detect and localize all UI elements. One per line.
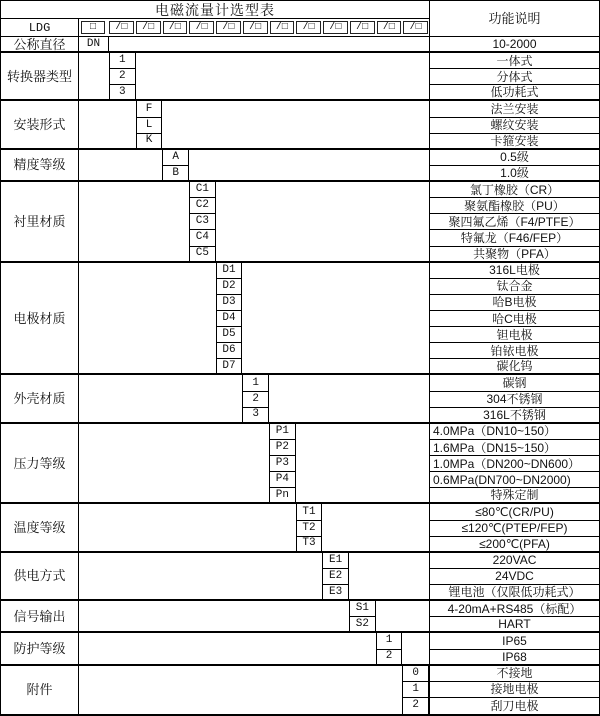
option-desc-cell: 铂铱电极	[429, 343, 599, 359]
category-label: 衬里材质	[1, 182, 79, 263]
option-desc-cell: 碳钢	[429, 375, 599, 391]
option-desc-cell: HART	[429, 617, 599, 633]
option-desc-cell: 碳化钨	[429, 359, 599, 375]
option-code-box: /□	[163, 21, 188, 34]
option-desc-cell: 法兰安装	[429, 101, 599, 117]
option-desc-cell: 卡箍安装	[429, 134, 599, 150]
option-code-box: /□	[377, 21, 402, 34]
option-desc-cell: 分体式	[429, 69, 599, 85]
spacer-cell	[79, 53, 109, 101]
option-code-box: /□	[136, 21, 161, 34]
category-label: 外壳材质	[1, 375, 79, 423]
option-code-cell: T1	[296, 504, 323, 520]
spacer-cell	[79, 263, 216, 376]
option-desc-cell: 刮刀电极	[429, 698, 599, 714]
option-desc-cell: ≤200℃(PFA)	[429, 537, 599, 553]
option-desc-cell: 聚氨酯橡胶（PU）	[429, 198, 599, 214]
option-desc-cell: 220VAC	[429, 553, 599, 569]
option-code-cell: P1	[269, 424, 296, 440]
category-label: 防护等级	[1, 633, 79, 665]
option-desc-cell: 4-20mA+RS485（标配）	[429, 601, 599, 617]
spacer-cell	[79, 182, 189, 263]
spacer-cell	[79, 375, 242, 423]
option-code-box: /□	[270, 21, 295, 34]
option-desc-cell: 低功耗式	[429, 85, 599, 101]
option-desc-cell: 特氟龙（F46/FEP）	[429, 230, 599, 246]
option-desc-cell: 氯丁橡胶（CR）	[429, 182, 599, 198]
option-desc-cell: 316L不锈钢	[429, 408, 599, 424]
option-desc-cell: 共聚物（PFA）	[429, 247, 599, 263]
option-desc-cell: 0.5级	[429, 150, 599, 166]
category-label: 转换器类型	[1, 53, 79, 101]
spacer-cell	[322, 504, 429, 552]
spacer-cell	[79, 553, 322, 601]
option-code-cell: C1	[189, 182, 216, 198]
spacer-cell	[109, 37, 429, 53]
category-label: 温度等级	[1, 504, 79, 552]
spacer-cell	[79, 504, 296, 552]
category-label: 精度等级	[1, 150, 79, 182]
option-code-box: /□	[189, 21, 214, 34]
option-code-cell: B	[162, 166, 189, 182]
option-code-cell: L	[136, 118, 163, 134]
option-desc-cell: IP65	[429, 633, 599, 649]
option-code-cell: DN	[79, 37, 109, 53]
option-code-cell: P2	[269, 440, 296, 456]
option-code-cell: 1	[109, 53, 136, 69]
option-code-cell: D5	[216, 327, 243, 343]
option-desc-cell: 24VDC	[429, 569, 599, 585]
option-desc-cell: 哈B电极	[429, 295, 599, 311]
spacer-cell	[296, 424, 429, 505]
option-code-cell: S2	[349, 617, 376, 633]
option-desc-cell: 钛合金	[429, 279, 599, 295]
option-desc-cell: 0.6MPa(DN700~DN2000)	[429, 472, 599, 488]
option-desc-cell: 1.0级	[429, 166, 599, 182]
option-desc-cell: 304不锈钢	[429, 392, 599, 408]
spacer-cell	[269, 375, 429, 423]
option-code-cell: D2	[216, 279, 243, 295]
option-code-cell: P3	[269, 456, 296, 472]
option-code-box: /□	[403, 21, 428, 34]
spacer-cell	[242, 263, 429, 376]
option-code-box: /□	[323, 21, 348, 34]
option-code-cell: P4	[269, 472, 296, 488]
option-desc-cell: IP68	[429, 650, 599, 666]
spacer-cell	[216, 182, 429, 263]
option-code-cell: D4	[216, 311, 243, 327]
option-code-cell: 2	[402, 698, 429, 714]
option-code-cell: T2	[296, 521, 323, 537]
spacer-cell	[136, 53, 429, 101]
option-desc-cell: 4.0MPa（DN10~150）	[429, 424, 599, 440]
spacer-cell	[402, 633, 429, 665]
option-code-cell: 2	[242, 392, 269, 408]
option-code-cell: D6	[216, 343, 243, 359]
option-desc-cell: 接地电极	[429, 682, 599, 698]
option-code-cell: C2	[189, 198, 216, 214]
option-desc-cell: 特殊定制	[429, 488, 599, 504]
category-label: 安装形式	[1, 101, 79, 149]
option-desc-cell: 不接地	[429, 666, 599, 682]
spacer-cell	[79, 101, 136, 149]
option-code-cell: D1	[216, 263, 243, 279]
option-desc-cell: 哈C电极	[429, 311, 599, 327]
option-code-cell: D3	[216, 295, 243, 311]
option-code-cell: D7	[216, 359, 243, 375]
option-code-box: /□	[216, 21, 241, 34]
option-desc-cell: 1.6MPa（DN15~150）	[429, 440, 599, 456]
spacer-cell	[376, 601, 429, 633]
option-code-cell: C3	[189, 214, 216, 230]
option-desc-cell: 一体式	[429, 53, 599, 69]
option-desc-cell: 聚四氟乙烯（F4/PTFE）	[429, 214, 599, 230]
model-prefix: LDG	[1, 19, 79, 37]
option-code-box: /□	[296, 21, 321, 34]
category-label: 供电方式	[1, 553, 79, 601]
option-desc-cell: 316L电极	[429, 263, 599, 279]
option-code-cell: S1	[349, 601, 376, 617]
category-label: 压力等级	[1, 424, 79, 505]
spacer-cell	[79, 601, 349, 633]
spacer-cell	[162, 101, 429, 149]
spacer-cell	[79, 666, 402, 714]
option-code-cell: 3	[242, 408, 269, 424]
option-code-cell: Pn	[269, 488, 296, 504]
option-code-cell: T3	[296, 537, 323, 553]
option-code-cell: K	[136, 134, 163, 150]
option-code-cell: F	[136, 101, 163, 117]
option-desc-cell: 10-2000	[429, 37, 599, 53]
category-label: 电极材质	[1, 263, 79, 376]
option-code-cell: E1	[322, 553, 349, 569]
option-code-cell: E3	[322, 585, 349, 601]
option-code-cell: 2	[376, 650, 403, 666]
option-code-cell: 3	[109, 85, 136, 101]
option-code-box: /□	[109, 21, 134, 34]
option-code-cell: C4	[189, 230, 216, 246]
option-code-cell: A	[162, 150, 189, 166]
option-code-cell: 1	[376, 633, 403, 649]
option-code-cell: C5	[189, 247, 216, 263]
spacer-cell	[79, 150, 162, 182]
option-code-cell: 2	[109, 69, 136, 85]
spacer-cell	[349, 553, 429, 601]
category-label: 公称直径	[1, 37, 79, 53]
option-code-box: /□	[350, 21, 375, 34]
option-desc-cell: ≤80℃(CR/PU)	[429, 504, 599, 520]
option-desc-cell: 螺纹安装	[429, 118, 599, 134]
option-code-box: /□	[243, 21, 268, 34]
option-code-cell: 1	[242, 375, 269, 391]
option-code-cell: E2	[322, 569, 349, 585]
option-desc-cell: 钽电极	[429, 327, 599, 343]
category-label: 附件	[1, 666, 79, 714]
dn-code-box: □	[81, 21, 105, 34]
spacer-cell	[79, 633, 376, 665]
table-title: 电磁流量计选型表	[1, 1, 429, 19]
option-desc-cell: 锂电池（仅限低功耗式）	[429, 585, 599, 601]
spacer-cell	[189, 150, 429, 182]
option-code-cell: 1	[402, 682, 429, 698]
spacer-cell	[79, 424, 269, 505]
option-desc-cell: ≤120℃(PTEP/FEP)	[429, 521, 599, 537]
category-label: 信号输出	[1, 601, 79, 633]
function-column-header: 功能说明	[429, 1, 599, 37]
option-code-cell: 0	[402, 666, 429, 682]
option-desc-cell: 1.0MPa（DN200~DN600）	[429, 456, 599, 472]
code-slots-row	[79, 19, 429, 37]
